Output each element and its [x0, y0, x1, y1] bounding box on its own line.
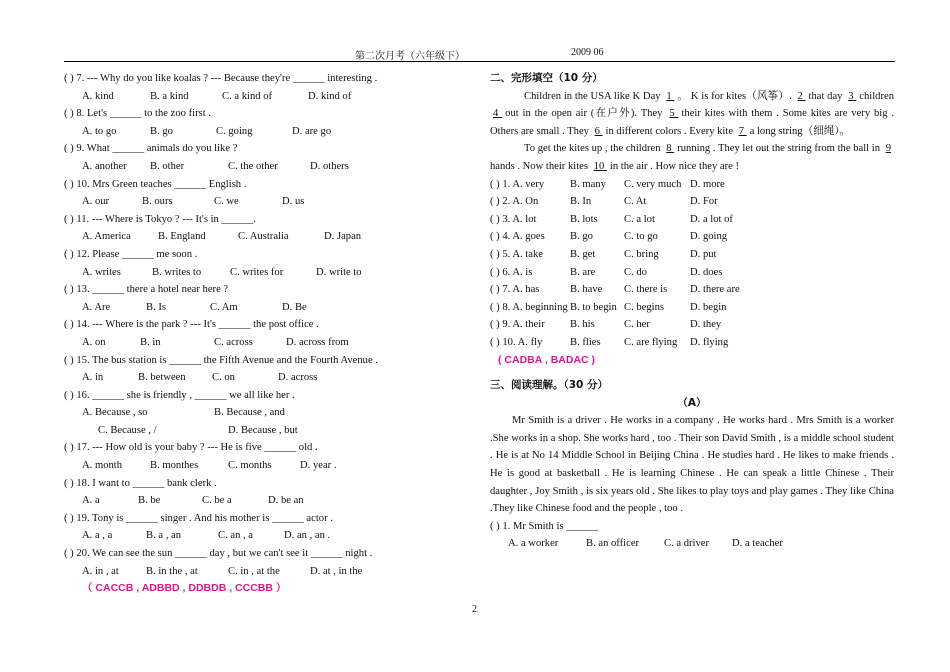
cloze-text: running . They let out the string from the ball in: [677, 143, 883, 155]
option[interactable]: B. a kind: [150, 90, 189, 102]
cloze-blank: 7: [738, 125, 747, 137]
option[interactable]: C. the other: [228, 160, 278, 172]
option[interactable]: D. across from: [286, 336, 349, 348]
option[interactable]: D. they: [690, 319, 722, 331]
spacer: [490, 369, 894, 377]
passage-label: （A）: [677, 396, 707, 409]
option[interactable]: B. ours: [142, 196, 173, 208]
cloze-question-stem[interactable]: ( ) 5. A. take: [490, 248, 543, 260]
option[interactable]: C. in , at the: [228, 565, 280, 577]
option[interactable]: A. a , a: [82, 530, 113, 542]
option[interactable]: B. in: [140, 336, 161, 348]
option[interactable]: B. many: [570, 178, 606, 190]
cloze-text: To get the kites up , the children: [524, 143, 664, 155]
cloze-section-title: 二、完形填空（10 分）: [490, 72, 603, 84]
option[interactable]: C. a kind of: [222, 90, 273, 102]
option[interactable]: C. At: [624, 196, 647, 208]
cloze-text: children: [859, 90, 895, 102]
cloze-question: [490, 281, 894, 299]
option[interactable]: D. more: [690, 178, 725, 190]
page-header: [0, 47, 950, 61]
option[interactable]: B. to begin: [570, 301, 617, 313]
option[interactable]: C. begins: [624, 301, 665, 313]
question-stem: ( ) 8. Let's ______ to the zoo first .: [64, 108, 211, 120]
question-options: [64, 422, 474, 440]
option[interactable]: D. kind of: [308, 90, 352, 102]
option[interactable]: A. Are: [82, 301, 111, 313]
cloze-text: out in the open air (在户外). They: [505, 108, 667, 120]
option[interactable]: A. to go: [82, 125, 117, 137]
cloze-blank: 9: [885, 143, 891, 155]
option[interactable]: D. there are: [690, 284, 740, 296]
cloze-question: [490, 299, 894, 317]
right-column: [490, 70, 894, 553]
cloze-blank: 4: [493, 108, 503, 120]
option[interactable]: B. go: [150, 125, 173, 137]
option[interactable]: A. writes: [82, 266, 121, 278]
header-divider: [64, 61, 895, 62]
question-stem: ( ) 14. --- Where is the park ? --- It's ______ the post office .: [64, 319, 319, 331]
cloze-blank: 2: [797, 90, 806, 102]
cloze-question: [490, 228, 894, 246]
option[interactable]: D. going: [690, 231, 728, 243]
option[interactable]: D. us: [282, 196, 305, 208]
cloze-text: a long string（细绳）。: [749, 125, 851, 137]
option[interactable]: D. be an: [268, 495, 304, 507]
cloze-text: 。 K is for kites（风筝）.: [677, 90, 795, 102]
exam-date: 2009 06: [571, 47, 604, 58]
option[interactable]: B. between: [138, 372, 186, 384]
question-options: [64, 457, 474, 475]
option[interactable]: D. put: [690, 248, 717, 260]
question-options: [64, 264, 474, 282]
reading-section-title: 三、阅读理解。（30 分）: [490, 379, 609, 392]
question-stem: ( ) 16. ______ she is friendly , ______ we all like her .: [64, 389, 295, 401]
option[interactable]: D. a teacher: [732, 538, 783, 550]
cloze-blank: 5: [669, 108, 679, 120]
option[interactable]: B. England: [158, 231, 206, 243]
option[interactable]: C. be a: [202, 495, 232, 507]
option[interactable]: B. are: [570, 266, 596, 278]
question-stem: ( ) 12. Please ______ me soon .: [64, 248, 198, 260]
option[interactable]: B. in the , at: [146, 565, 198, 577]
exam-title: 第二次月考（六年级下）: [355, 51, 465, 62]
option[interactable]: C. are flying: [624, 336, 678, 348]
option[interactable]: C. across: [214, 336, 253, 348]
cloze-blank: 10: [593, 160, 607, 172]
option[interactable]: D. year .: [300, 460, 337, 472]
option[interactable]: B. be: [138, 495, 161, 507]
page-number: 2: [472, 604, 477, 615]
option[interactable]: B. get: [570, 248, 596, 260]
option[interactable]: C. months: [228, 460, 272, 472]
option[interactable]: D. flying: [690, 336, 729, 348]
option[interactable]: A. Because , so: [82, 407, 148, 419]
question-options: [64, 193, 474, 211]
cloze-blank: 3: [848, 90, 857, 102]
option[interactable]: A. America: [82, 231, 131, 243]
cloze-text: that day: [808, 90, 846, 102]
question-options: [64, 88, 474, 106]
cloze-question: [490, 211, 894, 229]
cloze-paragraph-2: [490, 140, 894, 175]
question-options: [64, 228, 474, 246]
question-stem: ( ) 9. What ______ animals do you like ?: [64, 143, 238, 155]
cloze-question: [490, 316, 894, 334]
question-options: [64, 334, 474, 352]
option[interactable]: C. Because , /: [98, 424, 157, 436]
option[interactable]: B. have: [570, 284, 603, 296]
option[interactable]: D. are go: [292, 125, 332, 137]
question-stem: ( ) 17. --- How old is your baby ? --- He is five ______ old .: [64, 442, 318, 454]
option[interactable]: B. writes to: [152, 266, 202, 278]
option[interactable]: C. writes for: [230, 266, 284, 278]
option[interactable]: D. Be: [282, 301, 307, 313]
option[interactable]: B. a , an: [146, 530, 182, 542]
cloze-question: [490, 264, 894, 282]
cloze-question-stem[interactable]: ( ) 8. A. beginning: [490, 301, 568, 313]
question-options: [64, 123, 474, 141]
option[interactable]: C. to go: [624, 231, 658, 243]
option[interactable]: C. do: [624, 266, 647, 278]
question-stem: ( ) 10. Mrs Green teaches ______ English .: [64, 178, 247, 190]
cloze-question-stem[interactable]: ( ) 6. A. is: [490, 266, 533, 278]
option[interactable]: C. her: [624, 319, 650, 331]
option[interactable]: D. write to: [316, 266, 362, 278]
cloze-question: [490, 246, 894, 264]
option[interactable]: B. In: [570, 196, 592, 208]
question-stem: ( ) 11. --- Where is Tokyo ? --- It's in ______.: [64, 213, 256, 225]
cloze-text: Children in the USA like K Day: [524, 90, 664, 102]
cloze-blank: 8: [666, 143, 675, 155]
cloze-question: [490, 193, 894, 211]
option[interactable]: B. Because , and: [214, 407, 285, 419]
option[interactable]: C. Am: [210, 301, 238, 313]
option[interactable]: D. across: [278, 372, 318, 384]
question-options: [64, 299, 474, 317]
option[interactable]: D. begin: [690, 301, 727, 313]
option[interactable]: C. going: [216, 125, 253, 137]
cloze-blank: 1: [666, 90, 675, 102]
option[interactable]: B. flies: [570, 336, 601, 348]
option[interactable]: D. others: [310, 160, 349, 172]
cloze-question-stem[interactable]: ( ) 7. A. has: [490, 284, 540, 296]
option[interactable]: C. we: [214, 196, 239, 208]
question-options: [64, 158, 474, 176]
option[interactable]: A. month: [82, 460, 123, 472]
cloze-answer-key: ( CADBA , BADAC ): [498, 353, 596, 366]
grammar-answer-key: （ CACCB , ADBBD , DDBDB , CCCBB ）: [82, 582, 287, 595]
option[interactable]: A. in , at: [82, 565, 119, 577]
cloze-question-stem[interactable]: ( ) 2. A. On: [490, 196, 539, 208]
question-stem: ( ) 7. --- Why do you like koalas ? --- Because they're ______ interesting .: [64, 73, 378, 84]
option[interactable]: D. does: [690, 266, 723, 278]
option[interactable]: B. lots: [570, 213, 598, 225]
question-stem: ( ) 18. I want to ______ bank clerk .: [64, 477, 217, 489]
option[interactable]: D. Japan: [324, 231, 362, 243]
option[interactable]: B. go: [570, 231, 593, 243]
question-stem: ( ) 20. We can see the sun ______ day , but we can't see it ______ night .: [64, 548, 373, 560]
option[interactable]: D. an , an .: [284, 530, 331, 542]
option[interactable]: C. on: [212, 372, 235, 384]
option[interactable]: C. Australia: [238, 231, 289, 243]
option[interactable]: B. an officer: [586, 538, 640, 550]
left-column: [64, 70, 474, 598]
question-stem: ( ) 19. Tony is ______ singer . And his mother is ______ actor .: [64, 512, 333, 524]
question-options: [64, 492, 474, 510]
option[interactable]: A. a: [82, 495, 100, 507]
option[interactable]: D. at , in the: [310, 565, 363, 577]
question-options: [64, 563, 474, 581]
option[interactable]: C. very much: [624, 178, 682, 190]
cloze-question-stem[interactable]: ( ) 1. A. very: [490, 178, 545, 190]
option[interactable]: A. another: [82, 160, 127, 172]
option[interactable]: C. a lot: [624, 213, 655, 225]
option[interactable]: B. monthes: [150, 460, 199, 472]
option[interactable]: B. his: [570, 319, 595, 331]
option[interactable]: B. other: [150, 160, 185, 172]
cloze-text: hands . Now their kites: [490, 160, 591, 172]
reading-passage: Mr Smith is a driver . He works in a company . He works hard . Mrs Smith is a worker .She works in a shop. She works hard , too . Their son David Smith , is a middle school student . He is at No 14 Middle School in Beijing China . He studies hard . He likes to make friends . He is good at basketball . He is learning Chinese . He can speak a little Chinese . Their daughter , Joy Smith , is six years old . She likes to play toys and play games . They like China .They like Chinese food and the people , too .: [490, 415, 894, 515]
cloze-text: their kites with them . Some kites are very big . Others are small . They: [490, 108, 894, 137]
option[interactable]: C. bring: [624, 248, 659, 260]
reading-question-1: ( ) 1. Mr Smith is ______: [490, 520, 599, 532]
option[interactable]: D. For: [690, 196, 718, 208]
option[interactable]: D. Because , but: [228, 424, 298, 436]
option[interactable]: C. an , a: [218, 530, 254, 542]
reading-question-1-options: [490, 535, 894, 553]
cloze-questions: [490, 176, 894, 352]
cloze-question-stem[interactable]: ( ) 3. A. lot: [490, 213, 537, 225]
cloze-question-stem[interactable]: ( ) 4. A. goes: [490, 231, 545, 243]
option[interactable]: A. our: [82, 196, 110, 208]
cloze-text: in different colors . Every kite: [605, 125, 736, 137]
option[interactable]: B. Is: [146, 301, 167, 313]
question-options: [64, 369, 474, 387]
cloze-paragraph-1: [490, 88, 894, 141]
cloze-question: [490, 334, 894, 352]
cloze-question-stem[interactable]: ( ) 10. A. fly: [490, 336, 543, 348]
question-stem: ( ) 13. ______ there a hotel near here ?: [64, 284, 229, 296]
cloze-question: [490, 176, 894, 194]
option[interactable]: D. a lot of: [690, 213, 733, 225]
cloze-blank: 6: [594, 125, 603, 137]
option[interactable]: A. in: [82, 372, 104, 384]
question-options: [64, 527, 474, 545]
cloze-question-stem[interactable]: ( ) 9. A. their: [490, 319, 545, 331]
question-stem: ( ) 15. The bus station is ______ the Fifth Avenue and the Fourth Avenue .: [64, 354, 378, 366]
option[interactable]: A. a worker: [508, 538, 559, 550]
option[interactable]: A. kind: [82, 90, 114, 102]
question-options: [64, 404, 474, 422]
option[interactable]: A. on: [82, 336, 106, 348]
cloze-text: in the air . How nice they are !: [609, 160, 740, 172]
option[interactable]: C. there is: [624, 284, 668, 296]
option[interactable]: C. a driver: [664, 538, 710, 550]
